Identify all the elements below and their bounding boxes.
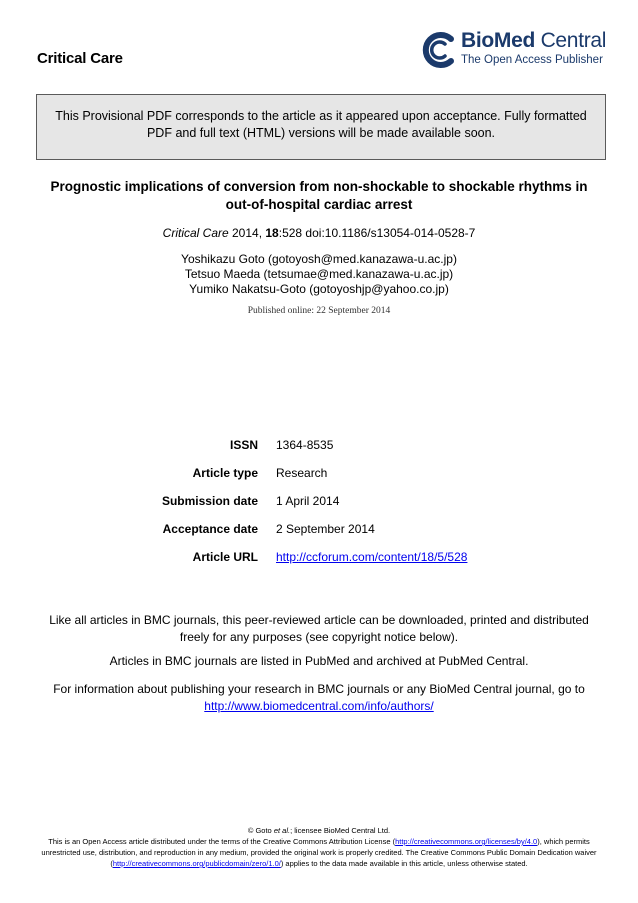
pubmed-paragraph: Articles in BMC journals are listed in PubMed and archived at PubMed Central. (109, 654, 529, 668)
notice-line-1: This Provisional PDF corresponds to the article as it appeared upon acceptance. Fully formatted (55, 109, 587, 123)
biomed-central-c-icon (421, 31, 457, 69)
article-url-link[interactable]: http://ccforum.com/content/18/5/528 (276, 550, 468, 564)
meta-label: ISSN (229, 438, 258, 452)
access-paragraph (30, 612, 608, 646)
provisional-notice-box (36, 94, 606, 160)
title-line-1: Prognostic implications of conversion from non-shockable to shockable rhythms in (50, 179, 588, 194)
biomed-central-logo (421, 29, 611, 73)
article-citation (0, 226, 638, 240)
logo-tagline: The Open Access Publisher (461, 54, 603, 66)
meta-value: Research (276, 466, 328, 480)
copyright-etal: et al. (273, 826, 291, 835)
article-title (20, 178, 618, 214)
logo-brand-central: Central (535, 29, 607, 52)
copyright-footer (30, 825, 608, 869)
copyright-prefix: © Goto (247, 826, 274, 835)
license-text-part: ) applies to the data made available in this article, unless otherwise stated. (280, 859, 528, 868)
meta-value: 1 April 2014 (276, 494, 340, 508)
citation-year: 2014, (228, 226, 266, 240)
meta-row-type (0, 466, 638, 482)
license-text-part: This is an Open Access article distributed under the terms of the Creative Commons Attribution License ( (48, 837, 396, 846)
cc-by-license-link[interactable]: http://creativecommons.org/licenses/by/4.0 (395, 837, 538, 846)
citation-volume: 18 (265, 226, 279, 240)
title-line-2: out-of-hospital cardiac arrest (225, 197, 413, 212)
paragraph-line: freely for any purposes (see copyright notice below). (179, 630, 459, 644)
logo-brand (461, 29, 606, 53)
journal-name: Critical Care (37, 50, 123, 67)
author-item: Yumiko Nakatsu-Goto (gotoyoshjp@yahoo.co.jp) (189, 282, 449, 296)
author-item: Yoshikazu Goto (gotoyosh@med.kanazawa-u.ac.jp) (181, 252, 457, 266)
license-text-part: ), which permits unrestricted use, distribution, and reproduction in any medium, provided the original work is properly credited. The Creative Commons Public Domain Dedication waiver ( (41, 837, 597, 868)
cc-zero-waiver-link[interactable]: http://creativecommons.org/publicdomain/zero/1.0/ (112, 859, 281, 868)
meta-label: Article URL (192, 550, 258, 564)
published-stamp: Published online: 22 September 2014 (247, 306, 391, 316)
meta-row-submission (0, 494, 638, 510)
copyright-line (30, 825, 608, 836)
citation-journal: Critical Care (162, 226, 229, 240)
notice-line-2: PDF and full text (HTML) versions will be made available soon. (146, 126, 496, 140)
authors-info-link[interactable]: http://www.biomedcentral.com/info/authors/ (204, 699, 434, 713)
meta-label: Article type (192, 466, 258, 480)
meta-value: 2 September 2014 (276, 522, 375, 536)
paragraph-line: For information about publishing your research in BMC journals or any BioMed Central journal, go to (53, 682, 585, 696)
meta-value: 1364-8535 (276, 438, 334, 452)
author-list (0, 252, 638, 297)
logo-brand-bold: BioMed (461, 29, 536, 52)
meta-row-acceptance (0, 522, 638, 538)
meta-row-url (0, 550, 638, 566)
paragraph-line: Like all articles in BMC journals, this peer-reviewed article can be downloaded, printed and distributed (49, 613, 589, 627)
copyright-suffix: ; licensee BioMed Central Ltd. (290, 826, 391, 835)
citation-doi: :528 doi:10.1186/s13054-014-0528-7 (278, 226, 476, 240)
meta-row-issn (0, 438, 638, 454)
meta-label: Acceptance date (162, 522, 258, 536)
author-item: Tetsuo Maeda (tetsumae@med.kanazawa-u.ac.jp) (184, 267, 454, 281)
meta-label: Submission date (161, 494, 258, 508)
license-text (30, 836, 608, 869)
publishing-info-paragraph (30, 681, 608, 715)
